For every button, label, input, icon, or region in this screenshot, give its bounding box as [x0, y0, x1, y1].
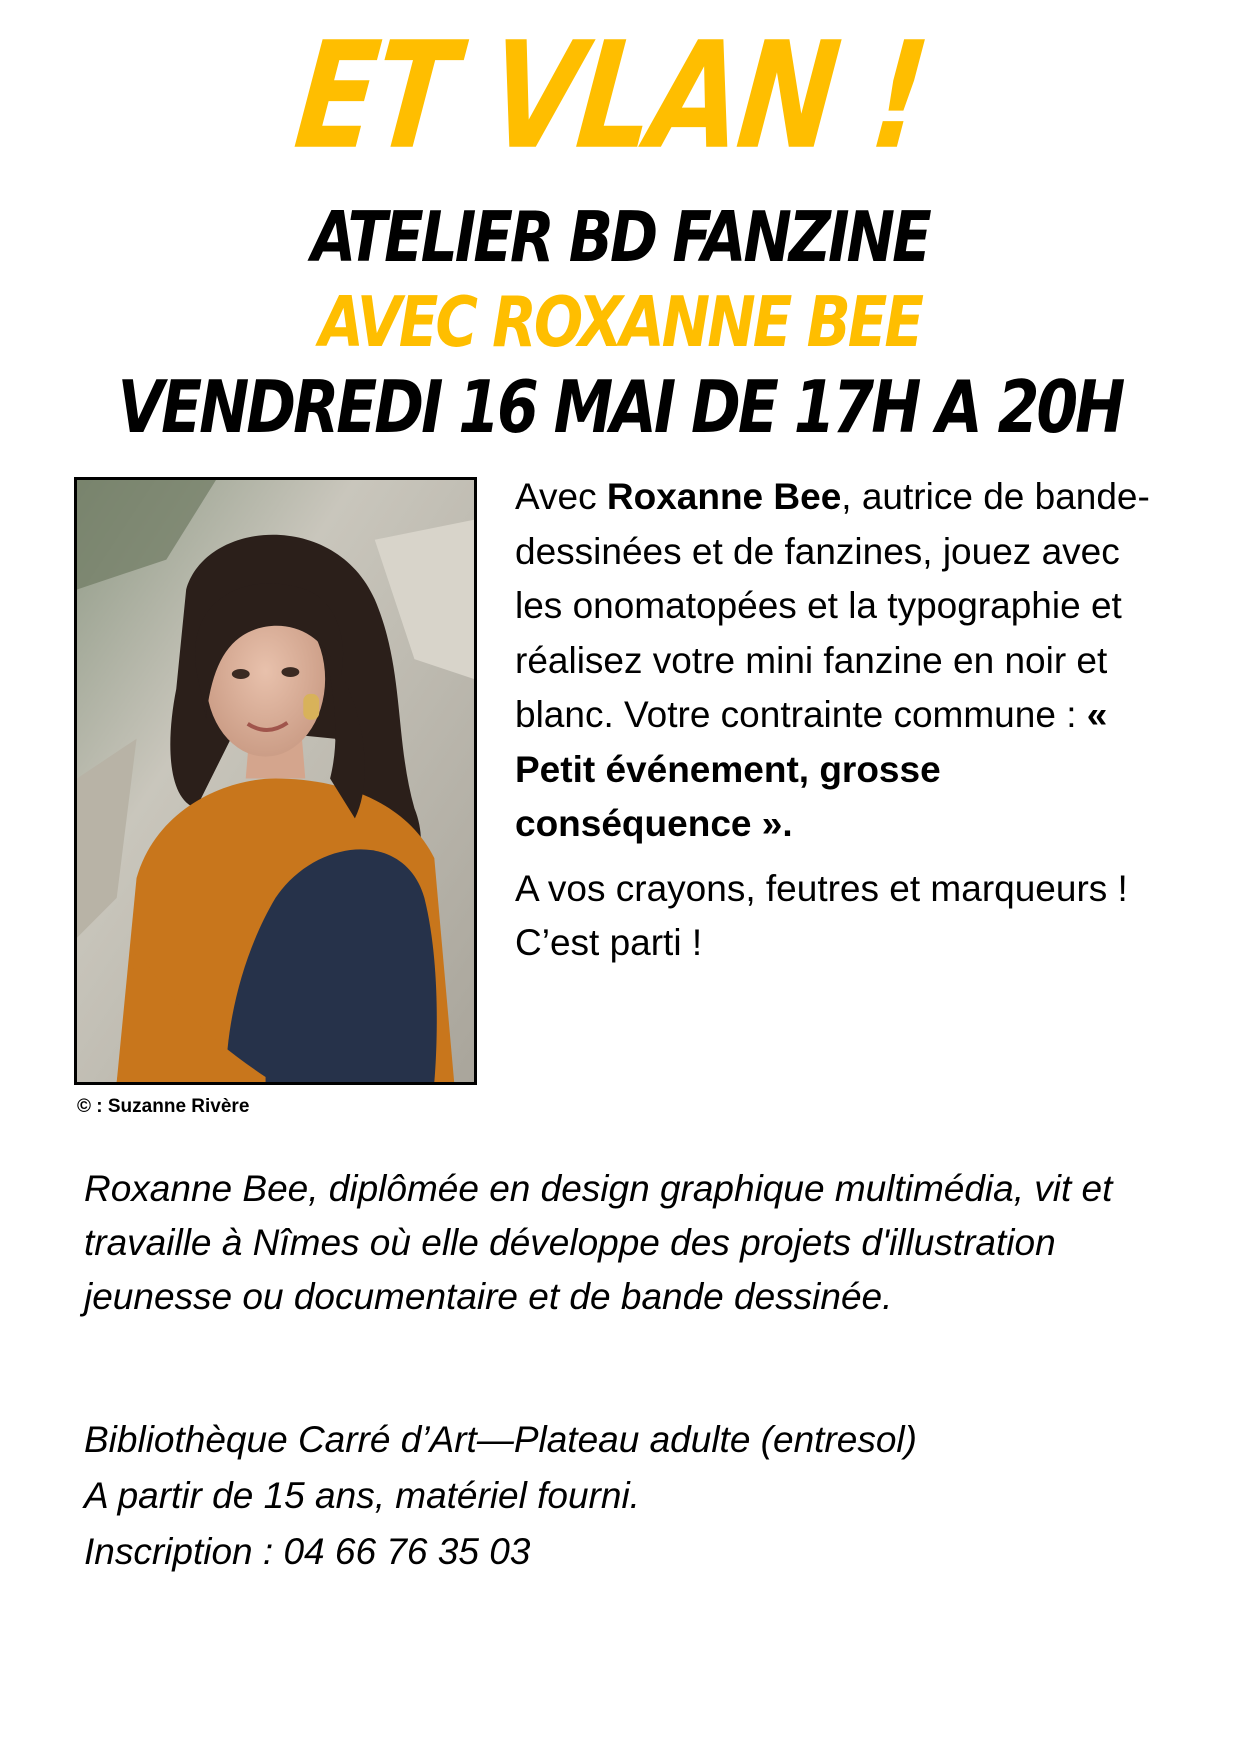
- description-paragraph: [515, 470, 1155, 852]
- author-name: Roxanne Bee: [606, 476, 842, 517]
- author-photo: [74, 477, 477, 1085]
- workshop-description: [515, 470, 1155, 971]
- registration-phone: Inscription : 04 66 76 35 03: [84, 1531, 531, 1572]
- workshop-host: AVEC ROXANNE BEE: [318, 281, 922, 363]
- photo-credit: © : Suzanne Rivère: [77, 1096, 250, 1117]
- portrait-illustration: [77, 480, 474, 1082]
- poster-title: ET VLAN !: [288, 9, 934, 182]
- age-requirement: A partir de 15 ans, matériel fourni.: [84, 1475, 640, 1516]
- workshop-title: ATELIER BD FANZINE: [311, 196, 929, 278]
- description-text: , autrice de bande-dessinées et de fanzines, jouez avec les onomatopées et la typographie et réalisez votre mini fanzine en noir et blanc. Votre contrainte commune :: [515, 476, 1150, 735]
- workshop-date: VENDREDI 16 MAI DE 17H A 20H: [117, 366, 1123, 451]
- description-text: Avec: [515, 476, 607, 517]
- author-bio: Roxanne Bee, diplômée en design graphique multimédia, vit et travaille à Nîmes où elle développe des projets d'illustration jeunesse ou documentaire et de bande dessinée.: [84, 1168, 1113, 1317]
- theme-quote: « Petit événement, grosse conséquence ».: [515, 694, 1108, 844]
- venue: Bibliothèque Carré d’Art—Plateau adulte (entresol): [84, 1419, 917, 1460]
- description-closing: A vos crayons, feutres et marqueurs ! C’est parti !: [515, 867, 1128, 963]
- practical-info: [84, 1412, 1164, 1580]
